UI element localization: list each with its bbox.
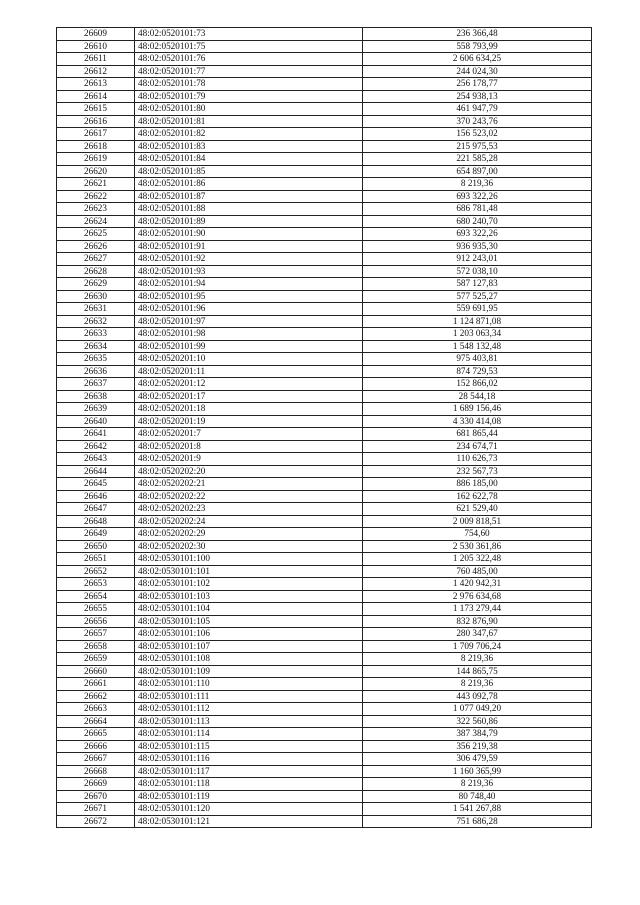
cadastral-number-cell: 48:02:0520202:20	[135, 465, 363, 478]
table-row	[57, 178, 592, 191]
value-cell: 221 585,28	[363, 153, 592, 166]
value-cell: 256 178,77	[363, 78, 592, 91]
cadastral-number-cell: 48:02:0520201:11	[135, 365, 363, 378]
table-row	[57, 665, 592, 678]
row-number-cell: 26640	[57, 415, 135, 428]
value-cell: 760 485,00	[363, 565, 592, 578]
table-row	[57, 553, 592, 566]
table-row	[57, 128, 592, 141]
cadastral-number-cell: 48:02:0520101:91	[135, 240, 363, 253]
value-cell: 1 548 132,48	[363, 340, 592, 353]
cadastral-number-cell: 48:02:0530101:115	[135, 740, 363, 753]
row-number-cell: 26655	[57, 603, 135, 616]
cadastral-number-cell: 48:02:0530101:106	[135, 628, 363, 641]
table-row	[57, 415, 592, 428]
value-cell: 912 243,01	[363, 253, 592, 266]
cadastral-number-cell: 48:02:0520101:81	[135, 115, 363, 128]
row-number-cell: 26642	[57, 440, 135, 453]
value-cell: 1 173 279,44	[363, 603, 592, 616]
cadastral-number-cell: 48:02:0520101:88	[135, 203, 363, 216]
value-cell: 1 205 322,48	[363, 553, 592, 566]
cadastral-number-cell: 48:02:0520201:18	[135, 403, 363, 416]
table-row	[57, 103, 592, 116]
row-number-cell: 26613	[57, 78, 135, 91]
value-cell: 936 935,30	[363, 240, 592, 253]
row-number-cell: 26609	[57, 28, 135, 41]
row-number-cell: 26645	[57, 478, 135, 491]
value-cell: 654 897,00	[363, 165, 592, 178]
cadastral-number-cell: 48:02:0520101:90	[135, 228, 363, 241]
table-row	[57, 540, 592, 553]
value-cell: 8 219,36	[363, 678, 592, 691]
cadastral-number-cell: 48:02:0530101:102	[135, 578, 363, 591]
value-cell: 1 077 049,20	[363, 703, 592, 716]
value-cell: 1 689 156,46	[363, 403, 592, 416]
row-number-cell: 26617	[57, 128, 135, 141]
row-number-cell: 26648	[57, 515, 135, 528]
row-number-cell: 26652	[57, 565, 135, 578]
table-row	[57, 440, 592, 453]
row-number-cell: 26629	[57, 278, 135, 291]
table-row	[57, 28, 592, 41]
row-number-cell: 26636	[57, 365, 135, 378]
table-row	[57, 303, 592, 316]
cadastral-number-cell: 48:02:0530101:105	[135, 615, 363, 628]
row-number-cell: 26643	[57, 453, 135, 466]
table-row	[57, 203, 592, 216]
row-number-cell: 26641	[57, 428, 135, 441]
cadastral-number-cell: 48:02:0530101:109	[135, 665, 363, 678]
row-number-cell: 26650	[57, 540, 135, 553]
value-cell: 680 240,70	[363, 215, 592, 228]
cadastral-number-cell: 48:02:0520202:22	[135, 490, 363, 503]
value-cell: 751 686,28	[363, 815, 592, 828]
table-row	[57, 753, 592, 766]
table-row	[57, 53, 592, 66]
value-cell: 1 160 365,99	[363, 765, 592, 778]
table-row	[57, 678, 592, 691]
table-row	[57, 740, 592, 753]
value-cell: 356 219,38	[363, 740, 592, 753]
cadastral-number-cell: 48:02:0520101:85	[135, 165, 363, 178]
table-row	[57, 365, 592, 378]
row-number-cell: 26658	[57, 640, 135, 653]
value-cell: 215 975,53	[363, 140, 592, 153]
row-number-cell: 26612	[57, 65, 135, 78]
table-row	[57, 640, 592, 653]
cadastral-number-cell: 48:02:0530101:111	[135, 690, 363, 703]
cadastral-number-cell: 48:02:0520101:80	[135, 103, 363, 116]
cadastral-number-cell: 48:02:0520201:7	[135, 428, 363, 441]
table-row	[57, 90, 592, 103]
value-cell: 387 384,79	[363, 728, 592, 741]
cadastral-number-cell: 48:02:0520101:99	[135, 340, 363, 353]
value-cell: 2 976 634,68	[363, 590, 592, 603]
cadastral-number-cell: 48:02:0530101:100	[135, 553, 363, 566]
table-row	[57, 478, 592, 491]
row-number-cell: 26670	[57, 790, 135, 803]
table-row	[57, 215, 592, 228]
cadastral-number-cell: 48:02:0530101:118	[135, 778, 363, 791]
value-cell: 4 330 414,08	[363, 415, 592, 428]
row-number-cell: 26669	[57, 778, 135, 791]
row-number-cell: 26611	[57, 53, 135, 66]
row-number-cell: 26637	[57, 378, 135, 391]
value-cell: 370 243,76	[363, 115, 592, 128]
row-number-cell: 26662	[57, 690, 135, 703]
row-number-cell: 26646	[57, 490, 135, 503]
row-number-cell: 26654	[57, 590, 135, 603]
table-row	[57, 390, 592, 403]
table-row	[57, 815, 592, 828]
cadastral-number-cell: 48:02:0520101:78	[135, 78, 363, 91]
cadastral-number-cell: 48:02:0530101:114	[135, 728, 363, 741]
value-cell: 8 219,36	[363, 653, 592, 666]
table-body	[57, 28, 592, 828]
table-row	[57, 190, 592, 203]
cadastral-number-cell: 48:02:0520101:86	[135, 178, 363, 191]
table-row	[57, 353, 592, 366]
row-number-cell: 26656	[57, 615, 135, 628]
row-number-cell: 26661	[57, 678, 135, 691]
row-number-cell: 26647	[57, 503, 135, 516]
value-cell: 886 185,00	[363, 478, 592, 491]
row-number-cell: 26667	[57, 753, 135, 766]
value-cell: 443 092,78	[363, 690, 592, 703]
row-number-cell: 26663	[57, 703, 135, 716]
value-cell: 234 674,71	[363, 440, 592, 453]
value-cell: 754,60	[363, 528, 592, 541]
row-number-cell: 26659	[57, 653, 135, 666]
value-cell: 558 793,99	[363, 40, 592, 53]
cadastral-number-cell: 48:02:0530101:121	[135, 815, 363, 828]
cadastral-number-cell: 48:02:0520101:93	[135, 265, 363, 278]
table-row	[57, 528, 592, 541]
row-number-cell: 26618	[57, 140, 135, 153]
table-row	[57, 615, 592, 628]
value-cell: 693 322,26	[363, 228, 592, 241]
table-row	[57, 328, 592, 341]
table-row	[57, 165, 592, 178]
value-cell: 587 127,83	[363, 278, 592, 291]
cadastral-number-cell: 48:02:0520101:75	[135, 40, 363, 53]
row-number-cell: 26615	[57, 103, 135, 116]
table-row	[57, 153, 592, 166]
value-cell: 2 606 634,25	[363, 53, 592, 66]
row-number-cell: 26633	[57, 328, 135, 341]
cadastral-number-cell: 48:02:0530101:117	[135, 765, 363, 778]
value-cell: 572 038,10	[363, 265, 592, 278]
value-cell: 621 529,40	[363, 503, 592, 516]
table-row	[57, 565, 592, 578]
cadastral-number-cell: 48:02:0520202:30	[135, 540, 363, 553]
row-number-cell: 26623	[57, 203, 135, 216]
row-number-cell: 26649	[57, 528, 135, 541]
row-number-cell: 26653	[57, 578, 135, 591]
table-row	[57, 628, 592, 641]
cadastral-number-cell: 48:02:0520202:29	[135, 528, 363, 541]
value-cell: 577 525,27	[363, 290, 592, 303]
row-number-cell: 26672	[57, 815, 135, 828]
row-number-cell: 26671	[57, 803, 135, 816]
cadastral-number-cell: 48:02:0530101:113	[135, 715, 363, 728]
cadastral-number-cell: 48:02:0520101:94	[135, 278, 363, 291]
cadastral-number-cell: 48:02:0520101:92	[135, 253, 363, 266]
row-number-cell: 26620	[57, 165, 135, 178]
value-cell: 2 009 818,51	[363, 515, 592, 528]
table-row	[57, 803, 592, 816]
table-row	[57, 515, 592, 528]
cadastral-number-cell: 48:02:0520101:89	[135, 215, 363, 228]
cadastral-number-cell: 48:02:0530101:108	[135, 653, 363, 666]
row-number-cell: 26626	[57, 240, 135, 253]
row-number-cell: 26638	[57, 390, 135, 403]
cadastral-number-cell: 48:02:0520101:77	[135, 65, 363, 78]
value-cell: 1 124 871,08	[363, 315, 592, 328]
cadastral-number-cell: 48:02:0530101:104	[135, 603, 363, 616]
cadastral-number-cell: 48:02:0520101:95	[135, 290, 363, 303]
cadastral-number-cell: 48:02:0530101:112	[135, 703, 363, 716]
table-row	[57, 790, 592, 803]
table-row	[57, 490, 592, 503]
cadastral-number-cell: 48:02:0530101:110	[135, 678, 363, 691]
row-number-cell: 26624	[57, 215, 135, 228]
row-number-cell: 26630	[57, 290, 135, 303]
cadastral-number-cell: 48:02:0520101:84	[135, 153, 363, 166]
value-cell: 244 024,30	[363, 65, 592, 78]
value-cell: 156 523,02	[363, 128, 592, 141]
cadastral-number-cell: 48:02:0530101:103	[135, 590, 363, 603]
table-row	[57, 453, 592, 466]
table-row	[57, 240, 592, 253]
table-row	[57, 778, 592, 791]
row-number-cell: 26622	[57, 190, 135, 203]
cadastral-number-cell: 48:02:0520201:17	[135, 390, 363, 403]
cadastral-number-cell: 48:02:0520101:87	[135, 190, 363, 203]
cadastral-number-cell: 48:02:0520101:83	[135, 140, 363, 153]
table-row	[57, 690, 592, 703]
table-row	[57, 503, 592, 516]
value-cell: 232 567,73	[363, 465, 592, 478]
value-cell: 144 865,75	[363, 665, 592, 678]
value-cell: 80 748,40	[363, 790, 592, 803]
cadastral-number-cell: 48:02:0520202:24	[135, 515, 363, 528]
value-cell: 874 729,53	[363, 365, 592, 378]
cadastral-number-cell: 48:02:0530101:120	[135, 803, 363, 816]
row-number-cell: 26631	[57, 303, 135, 316]
value-cell: 1 203 063,34	[363, 328, 592, 341]
row-number-cell: 26651	[57, 553, 135, 566]
cadastral-number-cell: 48:02:0520201:10	[135, 353, 363, 366]
table-row	[57, 403, 592, 416]
cadastral-number-cell: 48:02:0530101:116	[135, 753, 363, 766]
table-row	[57, 65, 592, 78]
cadastral-number-cell: 48:02:0520101:96	[135, 303, 363, 316]
table-row	[57, 378, 592, 391]
value-cell: 1 709 706,24	[363, 640, 592, 653]
table-row	[57, 40, 592, 53]
table-row	[57, 765, 592, 778]
value-cell: 832 876,90	[363, 615, 592, 628]
table-row	[57, 228, 592, 241]
value-cell: 1 420 942,31	[363, 578, 592, 591]
value-cell: 162 622,78	[363, 490, 592, 503]
cadastral-number-cell: 48:02:0530101:107	[135, 640, 363, 653]
row-number-cell: 26619	[57, 153, 135, 166]
cadastral-number-cell: 48:02:0530101:119	[135, 790, 363, 803]
cadastral-value-table	[56, 27, 592, 828]
row-number-cell: 26632	[57, 315, 135, 328]
row-number-cell: 26621	[57, 178, 135, 191]
cadastral-number-cell: 48:02:0520101:79	[135, 90, 363, 103]
table-row	[57, 115, 592, 128]
table-row	[57, 590, 592, 603]
row-number-cell: 26610	[57, 40, 135, 53]
table-row	[57, 703, 592, 716]
cadastral-number-cell: 48:02:0530101:101	[135, 565, 363, 578]
cadastral-number-cell: 48:02:0520201:12	[135, 378, 363, 391]
cadastral-number-cell: 48:02:0520101:98	[135, 328, 363, 341]
table-row	[57, 265, 592, 278]
table-row	[57, 603, 592, 616]
value-cell: 461 947,79	[363, 103, 592, 116]
table-row	[57, 728, 592, 741]
value-cell: 152 866,02	[363, 378, 592, 391]
cadastral-number-cell: 48:02:0520202:23	[135, 503, 363, 516]
row-number-cell: 26635	[57, 353, 135, 366]
table-row	[57, 465, 592, 478]
row-number-cell: 26625	[57, 228, 135, 241]
table-row	[57, 653, 592, 666]
value-cell: 975 403,81	[363, 353, 592, 366]
value-cell: 2 530 361,86	[363, 540, 592, 553]
value-cell: 559 691,95	[363, 303, 592, 316]
row-number-cell: 26614	[57, 90, 135, 103]
row-number-cell: 26644	[57, 465, 135, 478]
table-row	[57, 340, 592, 353]
table-row	[57, 315, 592, 328]
table-row	[57, 140, 592, 153]
row-number-cell: 26660	[57, 665, 135, 678]
table-row	[57, 578, 592, 591]
value-cell: 236 366,48	[363, 28, 592, 41]
value-cell: 8 219,36	[363, 178, 592, 191]
value-cell: 254 938,13	[363, 90, 592, 103]
cadastral-number-cell: 48:02:0520201:8	[135, 440, 363, 453]
row-number-cell: 26627	[57, 253, 135, 266]
cadastral-number-cell: 48:02:0520101:73	[135, 28, 363, 41]
cadastral-number-cell: 48:02:0520101:82	[135, 128, 363, 141]
row-number-cell: 26616	[57, 115, 135, 128]
row-number-cell: 26628	[57, 265, 135, 278]
cadastral-number-cell: 48:02:0520101:97	[135, 315, 363, 328]
row-number-cell: 26639	[57, 403, 135, 416]
value-cell: 110 626,73	[363, 453, 592, 466]
table-row	[57, 78, 592, 91]
cadastral-number-cell: 48:02:0520201:9	[135, 453, 363, 466]
row-number-cell: 26665	[57, 728, 135, 741]
value-cell: 1 541 267,88	[363, 803, 592, 816]
cadastral-number-cell: 48:02:0520101:76	[135, 53, 363, 66]
value-cell: 306 479,59	[363, 753, 592, 766]
row-number-cell: 26664	[57, 715, 135, 728]
value-cell: 693 322,26	[363, 190, 592, 203]
table-row	[57, 428, 592, 441]
value-cell: 686 781,48	[363, 203, 592, 216]
row-number-cell: 26668	[57, 765, 135, 778]
value-cell: 280 347,67	[363, 628, 592, 641]
cadastral-number-cell: 48:02:0520202:21	[135, 478, 363, 491]
value-cell: 322 560,86	[363, 715, 592, 728]
table-row	[57, 290, 592, 303]
table-row	[57, 715, 592, 728]
table-row	[57, 253, 592, 266]
row-number-cell: 26666	[57, 740, 135, 753]
row-number-cell: 26634	[57, 340, 135, 353]
value-cell: 28 544,18	[363, 390, 592, 403]
table-row	[57, 278, 592, 291]
row-number-cell: 26657	[57, 628, 135, 641]
value-cell: 681 865,44	[363, 428, 592, 441]
value-cell: 8 219,36	[363, 778, 592, 791]
cadastral-number-cell: 48:02:0520201:19	[135, 415, 363, 428]
